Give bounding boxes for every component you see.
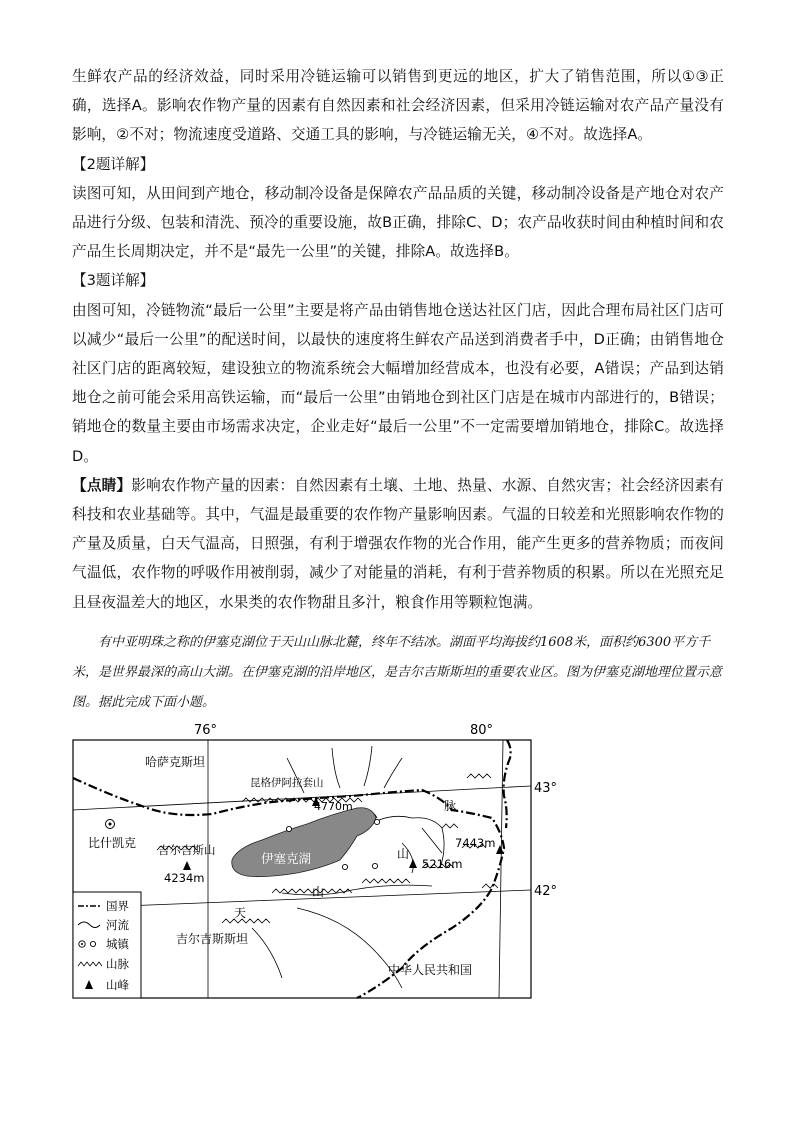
label-peak-4770: 4770m: [314, 800, 353, 813]
label-tian: 天: [234, 906, 247, 920]
peak-icon: [183, 861, 191, 870]
label-kyrgyz-range: 吉尔吉斯山: [158, 843, 216, 857]
question-intro: 有中亚明珠之称的伊塞克湖位于天山山脉北麓，终年不结冰。湖面平均海拔约1608米，面积约6300平方千米，是世界最深的高山大湖。在伊塞克湖的沿岸地区，是吉尔吉斯斯坦的重要农业区。图为伊塞克湖地理位置示意图。据此完成下面小题。: [72, 635, 723, 710]
legend-town-label: 城镇: [106, 937, 129, 951]
label-kungei-alatau: 昆格伊阿拉套山: [250, 777, 324, 789]
parallel-42: [73, 890, 531, 908]
label-peak-4234: 4234m: [164, 871, 205, 885]
dianjing-text: 影响农作物产量的因素：自然因素有土壤、土地、热量、水源、自然灾害；社会经济因素有科技和农业基础等。其中，气温是最重要的农作物产量影响因素。气温的日较差和光照影响农作物的产量及质量，白天气温高，日照强，有利于增强农作物的光合作用，能产生更多的营养物质；而夜间气温低，农作物的呼吸作用被削弱，减少了对能量的消耗，有利于营养物质的积累。所以在光照充足且昼夜温差大的地区，水果类的农作物甜且多汁，粮食作用等颗粒饱满。: [72, 476, 724, 611]
paragraph-q3: 由图可知，冷链物流“最后一公里”主要是将产品由销售地仓送达社区门店，因此合理布局社区门店可以减少“最后一公里”的配送时间，以最快的速度将生鲜农产品送到消费者手中，D正确；由销售地仓社区门店的距离较短，建设独立的物流系统会大幅增加经营成本，也没有必要，A错误；产品到达销地仓之前可能会采用高铁运输，而“最后一公里”由销地仓到社区门店是在城市内部进行的，B错误；销地仓的数量主要由市场需求决定，企业走好“最后一公里”不一定需要增加销地仓，排除C。故选择D。: [72, 301, 724, 465]
border-east: [504, 740, 511, 828]
legend-border-label: 国界: [106, 899, 129, 913]
heading-q2: 【2题详解】: [72, 155, 155, 173]
answer-text: [72, 62, 724, 617]
map-legend: [73, 892, 141, 998]
label-shan-east: 山: [397, 847, 410, 861]
peak-icon: [409, 859, 417, 868]
lake-label: 伊塞克湖: [261, 851, 312, 866]
legend-peak-label: 山峰: [106, 978, 129, 992]
lat-42-label: 42°: [534, 884, 558, 899]
town: [374, 819, 379, 824]
town: [342, 864, 347, 869]
lat-43-label: 43°: [534, 781, 558, 796]
label-bishkek: 比什凯克: [88, 836, 137, 850]
town: [286, 826, 291, 831]
legend-range-label: 山脉: [106, 957, 129, 971]
town: [372, 863, 377, 868]
lon-80-label: 80°: [470, 723, 494, 738]
label-shan-south: 山: [312, 885, 325, 899]
paragraph-q2: 读图可知，从田间到产地仓，移动制冷设备是保障农产品品质的关键，移动制冷设备是产地仓对农产品进行分级、包装和清洗、预冷的重要设施，故B正确，排除C、D；农产品收获时间由种植时间和农产品生长周期决定，并不是“最先一公里”的关键，排除A。故选择B。: [72, 184, 724, 261]
label-peak-7443: 7443m: [455, 836, 496, 850]
paragraph-q1-tail: 生鲜农产品的经济效益，同时采用冷链运输可以销售到更远的地区，扩大了销售范围，所以①③正确，选择A。影响农作物产量的因素有自然因素和社会经济因素，但采用冷链运输对农产品产量没有影响，②不对；物流速度受道路、交通工具的影响，与冷链运输无关，④不对。故选择A。: [72, 68, 724, 144]
label-peak-5216: 5216m: [422, 857, 463, 871]
issyk-kul-lake: [232, 808, 376, 877]
dianjing-label: 【点睛】: [72, 476, 132, 494]
legend-river-label: 河流: [106, 918, 129, 932]
label-china: 中华人民共和国: [388, 963, 473, 977]
label-kazakhstan: 哈萨克斯坦: [145, 755, 206, 769]
label-kyrgyzstan: 吉尔吉斯斯坦: [176, 932, 249, 946]
issyk-kul-map: [72, 718, 572, 1003]
heading-q3: 【3题详解】: [72, 272, 155, 290]
label-mai: 脉: [444, 799, 457, 813]
lon-76-label: 76°: [194, 723, 218, 738]
paragraph-dianjing: [72, 471, 724, 617]
